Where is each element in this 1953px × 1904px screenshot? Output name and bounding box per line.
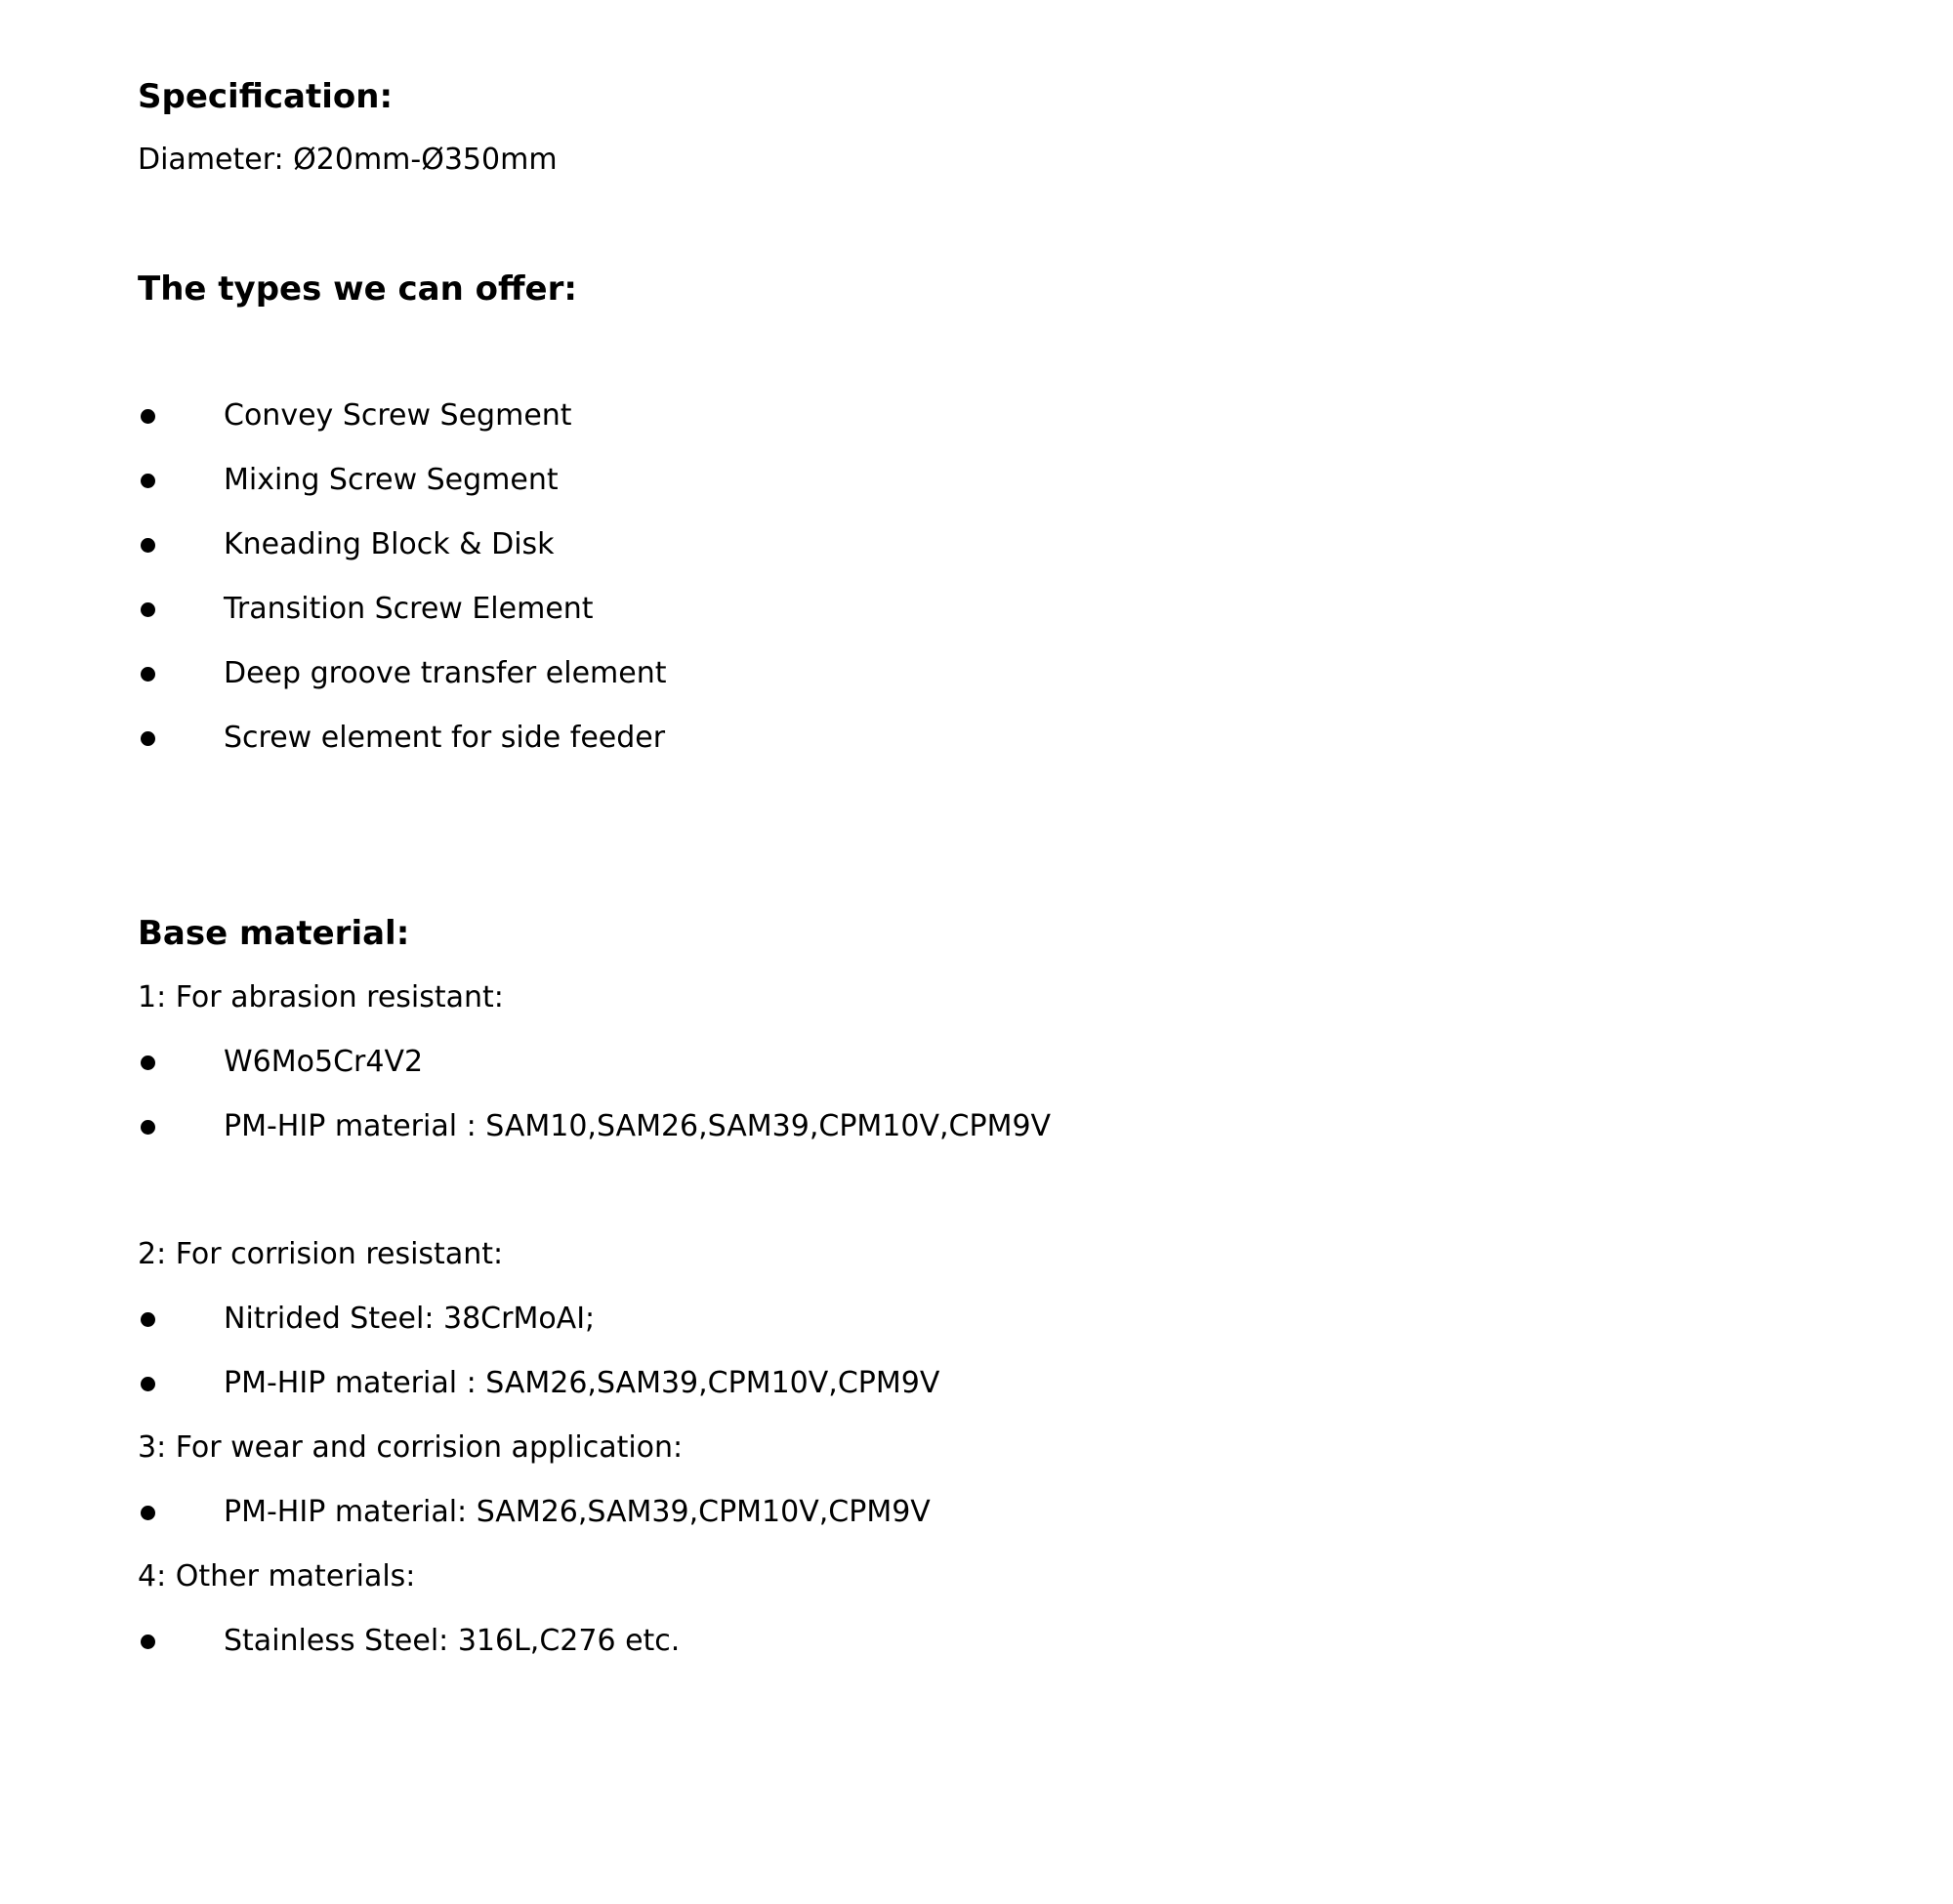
list-item-label: Nitrided Steel: 38CrMoAI; xyxy=(224,1302,596,1336)
list-item xyxy=(138,1107,1953,1146)
list-item xyxy=(138,719,1953,758)
group-title-wear-corrosion: 3: For wear and corrision application: xyxy=(138,1430,684,1465)
list-item-label: Kneading Block & Disk xyxy=(224,527,555,561)
list-item-label: Mixing Screw Segment xyxy=(224,463,559,497)
bullet-icon xyxy=(141,409,155,424)
group-title-abrasion: 1: For abrasion resistant: xyxy=(138,980,504,1014)
bullet-icon xyxy=(141,667,155,682)
list-item xyxy=(138,1364,1953,1403)
bullet-icon xyxy=(141,1120,155,1135)
list-item-label: PM-HIP material: SAM26,SAM39,CPM10V,CPM9V xyxy=(224,1495,931,1529)
list-item-label: Deep groove transfer element xyxy=(224,656,667,690)
list-item xyxy=(138,525,1953,564)
bullet-icon xyxy=(141,1312,155,1327)
list-item-label: Stainless Steel: 316L,C276 etc. xyxy=(224,1624,681,1658)
specification-heading: Specification: xyxy=(138,77,394,116)
bullet-icon xyxy=(141,602,155,617)
bullet-icon xyxy=(141,474,155,488)
list-item xyxy=(138,1043,1953,1082)
list-item-label: W6Mo5Cr4V2 xyxy=(224,1045,424,1079)
list-item xyxy=(138,1493,1953,1532)
list-item-label: Convey Screw Segment xyxy=(224,398,572,433)
bullet-icon xyxy=(141,1635,155,1649)
base-material-heading: Base material: xyxy=(138,914,410,953)
list-item xyxy=(138,654,1953,693)
list-item xyxy=(138,396,1953,435)
bullet-icon xyxy=(141,538,155,553)
bullet-icon xyxy=(141,731,155,746)
bullet-icon xyxy=(141,1506,155,1520)
diameter-text: Diameter: Ø20mm-Ø350mm xyxy=(138,143,558,177)
list-item xyxy=(138,590,1953,629)
group-title-corrosion: 2: For corrision resistant: xyxy=(138,1237,504,1271)
list-item xyxy=(138,461,1953,500)
list-item-label: PM-HIP material : SAM26,SAM39,CPM10V,CPM9V xyxy=(224,1366,940,1400)
list-item xyxy=(138,1300,1953,1339)
bullet-icon xyxy=(141,1377,155,1391)
list-item-label: PM-HIP material : SAM10,SAM26,SAM39,CPM10V,CPM9V xyxy=(224,1109,1052,1143)
group-title-other: 4: Other materials: xyxy=(138,1559,416,1594)
types-heading: The types we can offer: xyxy=(138,269,577,309)
list-item xyxy=(138,1622,1953,1661)
list-item-label: Transition Screw Element xyxy=(224,592,594,626)
list-item-label: Screw element for side feeder xyxy=(224,721,666,755)
bullet-icon xyxy=(141,1055,155,1070)
